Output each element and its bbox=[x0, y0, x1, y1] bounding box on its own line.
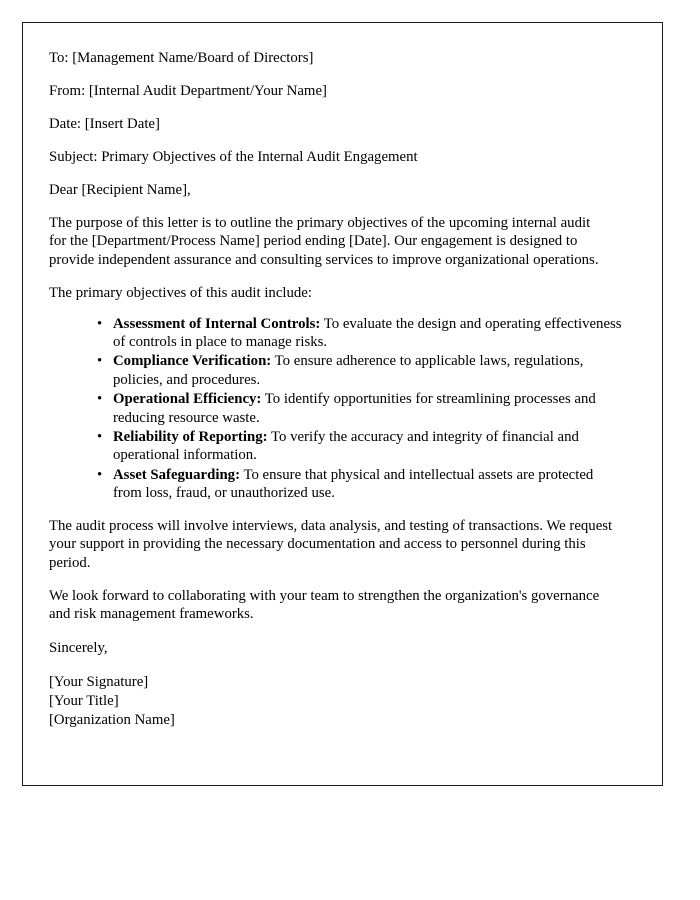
letter-field-subject: Subject: Primary Objectives of the Internal Audit Engagement bbox=[49, 149, 418, 165]
letter-salutation: Dear [Recipient Name], bbox=[49, 182, 191, 198]
list-item bbox=[49, 315, 622, 352]
sign-off: Sincerely, bbox=[49, 639, 108, 656]
audit-process-paragraph: The audit process will involve interviews, data analysis, and testing of transactions. We request your support in providing the necessary documentation and access to personnel during this period. bbox=[49, 517, 613, 571]
objective-description: To ensure adherence to applicable laws, regulations, policies, and procedures. bbox=[113, 353, 584, 388]
signature-line-organization: [Organization Name] bbox=[49, 711, 175, 728]
signature-block bbox=[49, 673, 622, 730]
signature-line-title: [Your Title] bbox=[49, 692, 119, 709]
bullet-icon: • bbox=[97, 429, 103, 446]
document-page-border bbox=[22, 22, 663, 786]
objective-title: Reliability of Reporting: bbox=[113, 429, 268, 446]
list-item bbox=[49, 466, 622, 503]
letter-field-from: From: [Internal Audit Department/Your Name] bbox=[49, 83, 327, 99]
objective-title: Assessment of Internal Controls: bbox=[113, 315, 321, 332]
objective-description: To verify the accuracy and integrity of financial and operational information. bbox=[113, 429, 579, 464]
opening-paragraph: The purpose of this letter is to outline the primary objectives of the upcoming internal audit for the [Department/Process Name] period ending [Date]. Our engagement is designed to provide independent assurance and consulting services to improve organizational operations. bbox=[49, 215, 599, 268]
collaboration-paragraph: We look forward to collaborating with your team to strengthen the organization's governance and risk management frameworks. bbox=[49, 587, 600, 623]
letter-field-to: To: [Management Name/Board of Directors] bbox=[49, 50, 314, 66]
objective-title: Asset Safeguarding: bbox=[113, 466, 241, 483]
list-item bbox=[49, 390, 622, 427]
bullet-icon: • bbox=[97, 466, 103, 483]
letter-field-date: Date: [Insert Date] bbox=[49, 116, 160, 132]
objective-title: Operational Efficiency: bbox=[113, 391, 262, 408]
objective-description: To evaluate the design and operating effectiveness of controls in place to manage risks. bbox=[113, 315, 622, 351]
objective-title: Compliance Verification: bbox=[113, 353, 272, 370]
bullet-icon: • bbox=[97, 315, 103, 332]
objectives-list bbox=[49, 315, 622, 503]
list-item bbox=[49, 428, 622, 465]
objective-description: To ensure that physical and intellectual assets are protected from loss, fraud, or unauthorized use. bbox=[113, 466, 594, 502]
signature-line-name: [Your Signature] bbox=[49, 673, 149, 690]
objective-description: To identify opportunities for streamlining processes and reducing resource waste. bbox=[113, 391, 596, 426]
list-item bbox=[49, 352, 622, 389]
objectives-lead-in: The primary objectives of this audit include: bbox=[49, 285, 312, 302]
bullet-icon: • bbox=[97, 391, 103, 408]
bullet-icon: • bbox=[97, 353, 103, 370]
letter-body bbox=[23, 23, 662, 730]
